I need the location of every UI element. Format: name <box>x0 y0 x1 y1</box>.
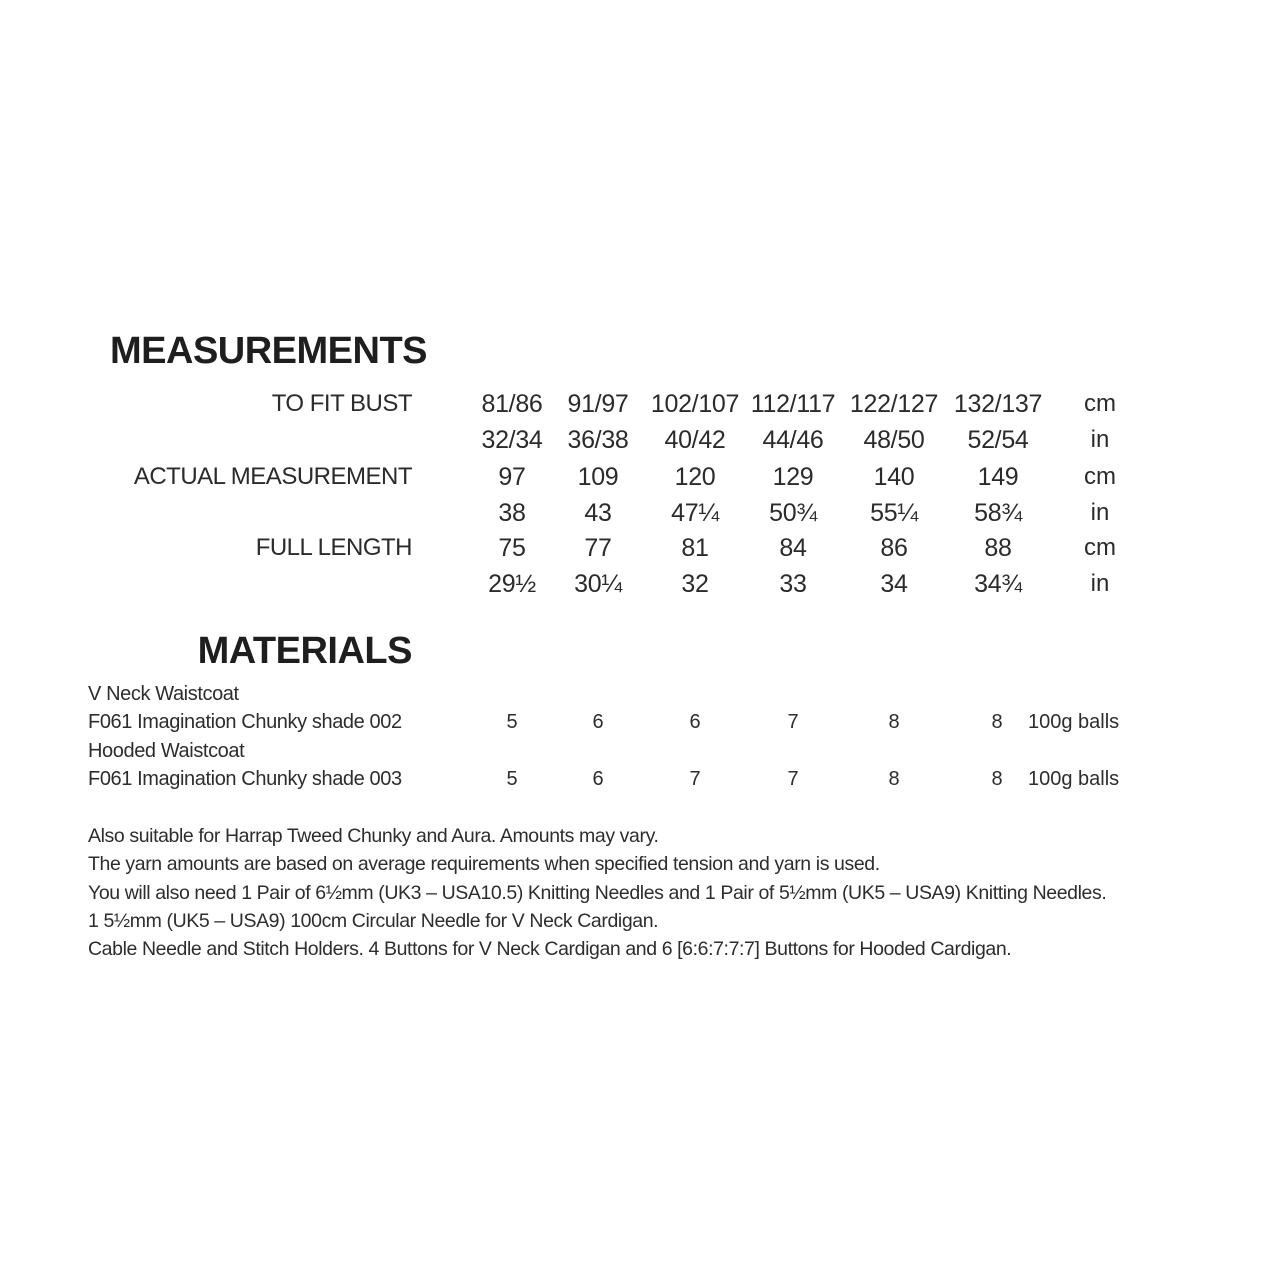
table-cell: 6 <box>689 711 701 733</box>
table-cell: 52/54 <box>967 426 1029 454</box>
table-cell: 5 <box>506 711 518 733</box>
unit-label: in <box>1090 570 1110 597</box>
row-label: TO FIT BUST <box>271 390 412 417</box>
table-cell: 5 <box>506 768 518 790</box>
note-line: You will also need 1 Pair of 6½mm (UK3 – USA10.5) Knitting Needles and 1 Pair of 5½mm (UK5 – USA9) Knitting Needles. <box>88 882 1107 904</box>
table-row <box>0 534 1280 570</box>
table-cell: 7 <box>689 768 701 790</box>
table-row <box>0 499 1280 535</box>
table-cell: 86 <box>880 534 908 562</box>
yarn-label: F061 Imagination Chunky shade 003 <box>88 768 402 790</box>
unit-label: in <box>1090 426 1110 453</box>
row-label: FULL LENGTH <box>255 534 412 561</box>
table-cell: 7 <box>787 711 799 733</box>
table-cell: 102/107 <box>650 390 740 418</box>
table-cell: 97 <box>498 463 526 491</box>
materials-heading: MATERIALS <box>197 630 412 672</box>
table-cell: 40/42 <box>664 426 726 454</box>
table-cell: 34 <box>880 570 908 598</box>
table-cell: 34¾ <box>974 570 1022 598</box>
table-cell: 84 <box>779 534 807 562</box>
note-line: Cable Needle and Stitch Holders. 4 Buttons for V Neck Cardigan and 6 [6:6:7:7:7] Buttons for Hooded Cardigan. <box>88 938 1012 960</box>
table-cell: 6 <box>592 768 604 790</box>
table-cell: 32/34 <box>481 426 543 454</box>
table-cell: 81 <box>681 534 709 562</box>
table-row <box>0 426 1280 462</box>
table-cell: 140 <box>873 463 915 491</box>
table-cell: 77 <box>584 534 612 562</box>
table-cell: 8 <box>991 768 1003 790</box>
table-cell: 43 <box>584 499 612 527</box>
table-cell: 38 <box>498 499 526 527</box>
table-cell: 88 <box>984 534 1012 562</box>
table-cell: 47¼ <box>671 499 719 527</box>
table-cell: 6 <box>592 711 604 733</box>
table-cell: 48/50 <box>863 426 925 454</box>
unit-label: 100g balls <box>1028 768 1120 790</box>
table-cell: 32 <box>681 570 709 598</box>
table-cell: 132/137 <box>953 390 1043 418</box>
unit-label: 100g balls <box>1028 711 1120 733</box>
table-row <box>0 570 1280 606</box>
measurements-heading: MEASUREMENTS <box>110 330 428 372</box>
table-cell: 112/117 <box>750 390 836 418</box>
table-cell: 30¼ <box>574 570 622 598</box>
note-line: Also suitable for Harrap Tweed Chunky and Aura. Amounts may vary. <box>88 825 659 847</box>
table-cell: 7 <box>787 768 799 790</box>
table-cell: 8 <box>888 711 900 733</box>
table-cell: 44/46 <box>762 426 824 454</box>
yarn-label: F061 Imagination Chunky shade 002 <box>88 711 402 733</box>
table-cell: 75 <box>498 534 526 562</box>
unit-label: in <box>1090 499 1110 526</box>
table-cell: 33 <box>779 570 807 598</box>
material-row <box>0 768 1280 804</box>
table-cell: 109 <box>577 463 619 491</box>
table-cell: 29½ <box>488 570 536 598</box>
table-cell: 8 <box>991 711 1003 733</box>
table-cell: 129 <box>772 463 814 491</box>
table-cell: 149 <box>977 463 1019 491</box>
table-cell: 50¾ <box>769 499 817 527</box>
note-line: The yarn amounts are based on average requirements when specified tension and yarn is used. <box>88 853 880 875</box>
table-row <box>0 390 1280 426</box>
table-cell: 91/97 <box>567 390 629 418</box>
table-cell: 8 <box>888 768 900 790</box>
table-cell: 36/38 <box>567 426 629 454</box>
material-title: Hooded Waistcoat <box>88 740 245 762</box>
table-row <box>0 463 1280 499</box>
note-line: 1 5½mm (UK5 – USA9) 100cm Circular Needle for V Neck Cardigan. <box>88 910 659 932</box>
table-cell: 122/127 <box>849 390 939 418</box>
row-label: ACTUAL MEASUREMENT <box>133 463 412 490</box>
unit-label: cm <box>1084 390 1116 417</box>
unit-label: cm <box>1084 534 1116 561</box>
table-cell: 55¼ <box>870 499 918 527</box>
table-cell: 120 <box>674 463 716 491</box>
unit-label: cm <box>1084 463 1116 490</box>
table-cell: 58¾ <box>974 499 1022 527</box>
table-cell: 81/86 <box>481 390 543 418</box>
material-title: V Neck Waistcoat <box>88 683 239 705</box>
